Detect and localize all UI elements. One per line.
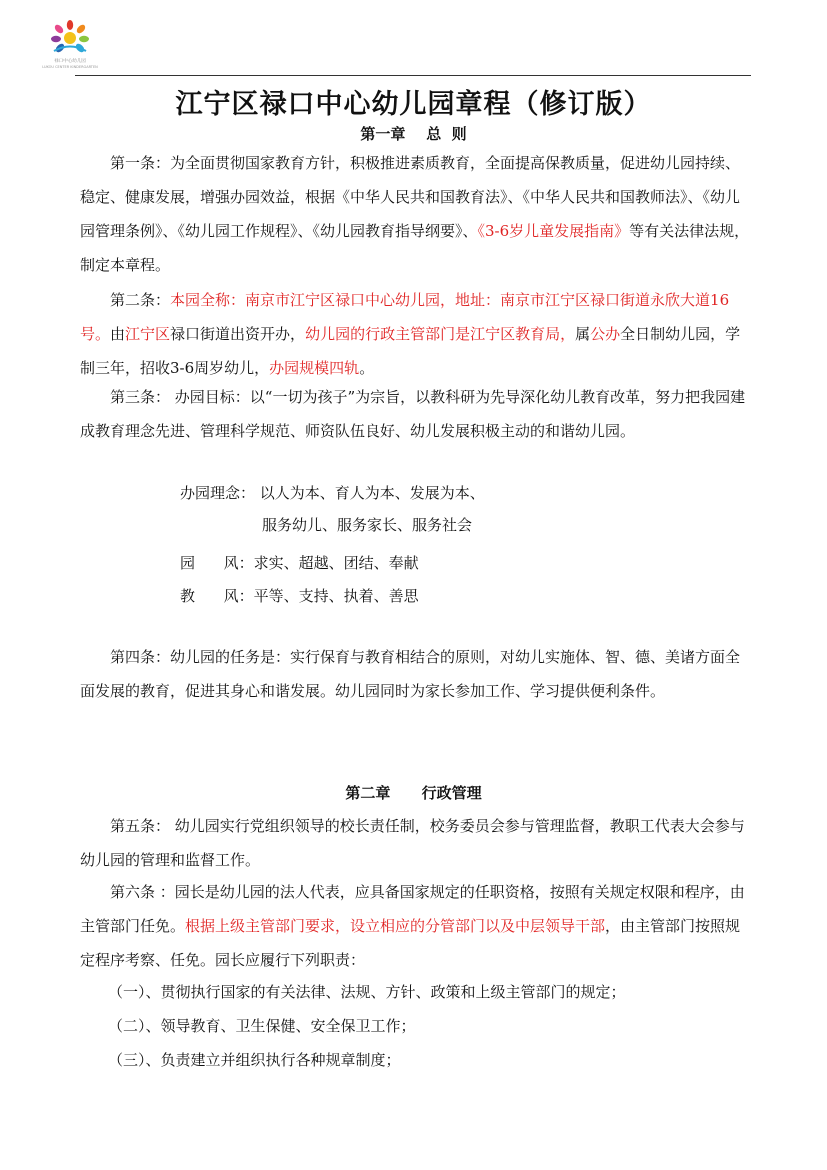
- article-6: [80, 875, 752, 977]
- article-1-highlight: 《3-6岁儿童发展指南》: [477, 222, 630, 240]
- duty-item-2: （二）、领导教育、卫生保健、安全保卫工作；: [108, 1017, 416, 1035]
- header-rule: [75, 75, 751, 76]
- article-2-text: 。: [359, 359, 375, 377]
- article-4: 第四条：幼儿园的任务是：实行保育与教育相结合的原则，对幼儿实施体、智、德、美诸方面全面发展的教育，促进其身心和谐发展。幼儿园同时为家长参加工作、学习提供便利条件。: [80, 648, 741, 700]
- article-1: [80, 146, 752, 282]
- article-2: [80, 283, 752, 385]
- logo-text: 禄口中心幼儿园: [54, 59, 86, 64]
- article-2-public: 公办: [590, 325, 621, 343]
- article-3: 第三条： 办园目标：以“一切为孩子”为宗旨，以教科研为先导深化幼儿教育改革，努力把我园建成教育理念先进、管理科学规范、师资队伍良好、幼儿发展积极主动的和谐幼儿园。: [80, 388, 746, 440]
- garden-style: 园 风：求实、超越、团结、奉献: [180, 554, 419, 572]
- article-1-text-end: 等有关法律法规，制定本章程。: [80, 222, 750, 274]
- article-2-name-address: 本园全称：南京市江宁区禄口中心幼儿园，地址：南京市江宁区禄口街道永欣大道16号。: [80, 291, 730, 343]
- document-title: 江宁区禄口中心幼儿园章程（修订版）: [175, 89, 652, 120]
- philosophy-line-2: 服务幼儿、服务家长、服务社会: [262, 516, 473, 534]
- duty-item-3: （三）、负责建立并组织执行各种规章制度；: [108, 1051, 401, 1069]
- chapter-1-heading: 第一章 总 则: [360, 125, 467, 143]
- article-1-text: 第一条：为全面贯彻国家教育方针，积极推进素质教育，全面提高保教质量，促进幼儿园持续、稳定、健康发展，增强办园效益，根据《中华人民共和国教育法》、《中华人民共和国教师法》、《幼儿园管理条例》、《幼儿园工作规程》、《幼儿园教育指导纲要》、: [80, 154, 741, 240]
- article-2-text: 禄口街道出资开办，: [170, 325, 306, 343]
- kindergarten-logo: [40, 18, 100, 76]
- article-2-text: 全日制幼儿园，学制三年，招收3-6周岁幼儿，: [80, 325, 741, 377]
- article-5: 第五条： 幼儿园实行党组织领导的校长责任制，校务委员会参与管理监督，教职工代表大会参与幼儿园的管理和监督工作。: [80, 817, 745, 869]
- article-2-scale: 办园规模四轨: [269, 359, 360, 377]
- logo-graphic: [40, 18, 100, 58]
- philosophy-line-1: 办园理念： 以人为本、育人为本、发展为本、: [180, 484, 485, 502]
- teaching-style: 教 风：平等、支持、执着、善思: [180, 587, 419, 605]
- article-6-highlight: 根据上级主管部门要求，设立相应的分管部门以及中层领导干部: [185, 917, 606, 935]
- article-6-text-end: ，由主管部门按照规定程序考察、任免。园长应履行下列职责：: [80, 917, 741, 969]
- article-2-text: 属: [575, 325, 591, 343]
- logo-subtext: LUKOU CENTER KINDERGARTEN: [42, 65, 98, 69]
- duty-item-1: （一）、贯彻执行国家的有关法律、法规、方针、政策和上级主管部门的规定；: [108, 983, 626, 1001]
- article-6-text: 第六条 ：园长是幼儿园的法人代表，应具备国家规定的任职资格，按照有关规定权限和程序，由主管部门任免。: [80, 883, 745, 935]
- article-2-label: 第二条：: [110, 291, 171, 309]
- chapter-2-heading: 第二章 行政管理: [345, 784, 482, 802]
- article-2-authority: 幼儿园的行政主管部门是江宁区教育局，: [305, 325, 576, 343]
- article-2-district: 江宁区: [125, 325, 171, 343]
- article-2-text: 由: [110, 325, 126, 343]
